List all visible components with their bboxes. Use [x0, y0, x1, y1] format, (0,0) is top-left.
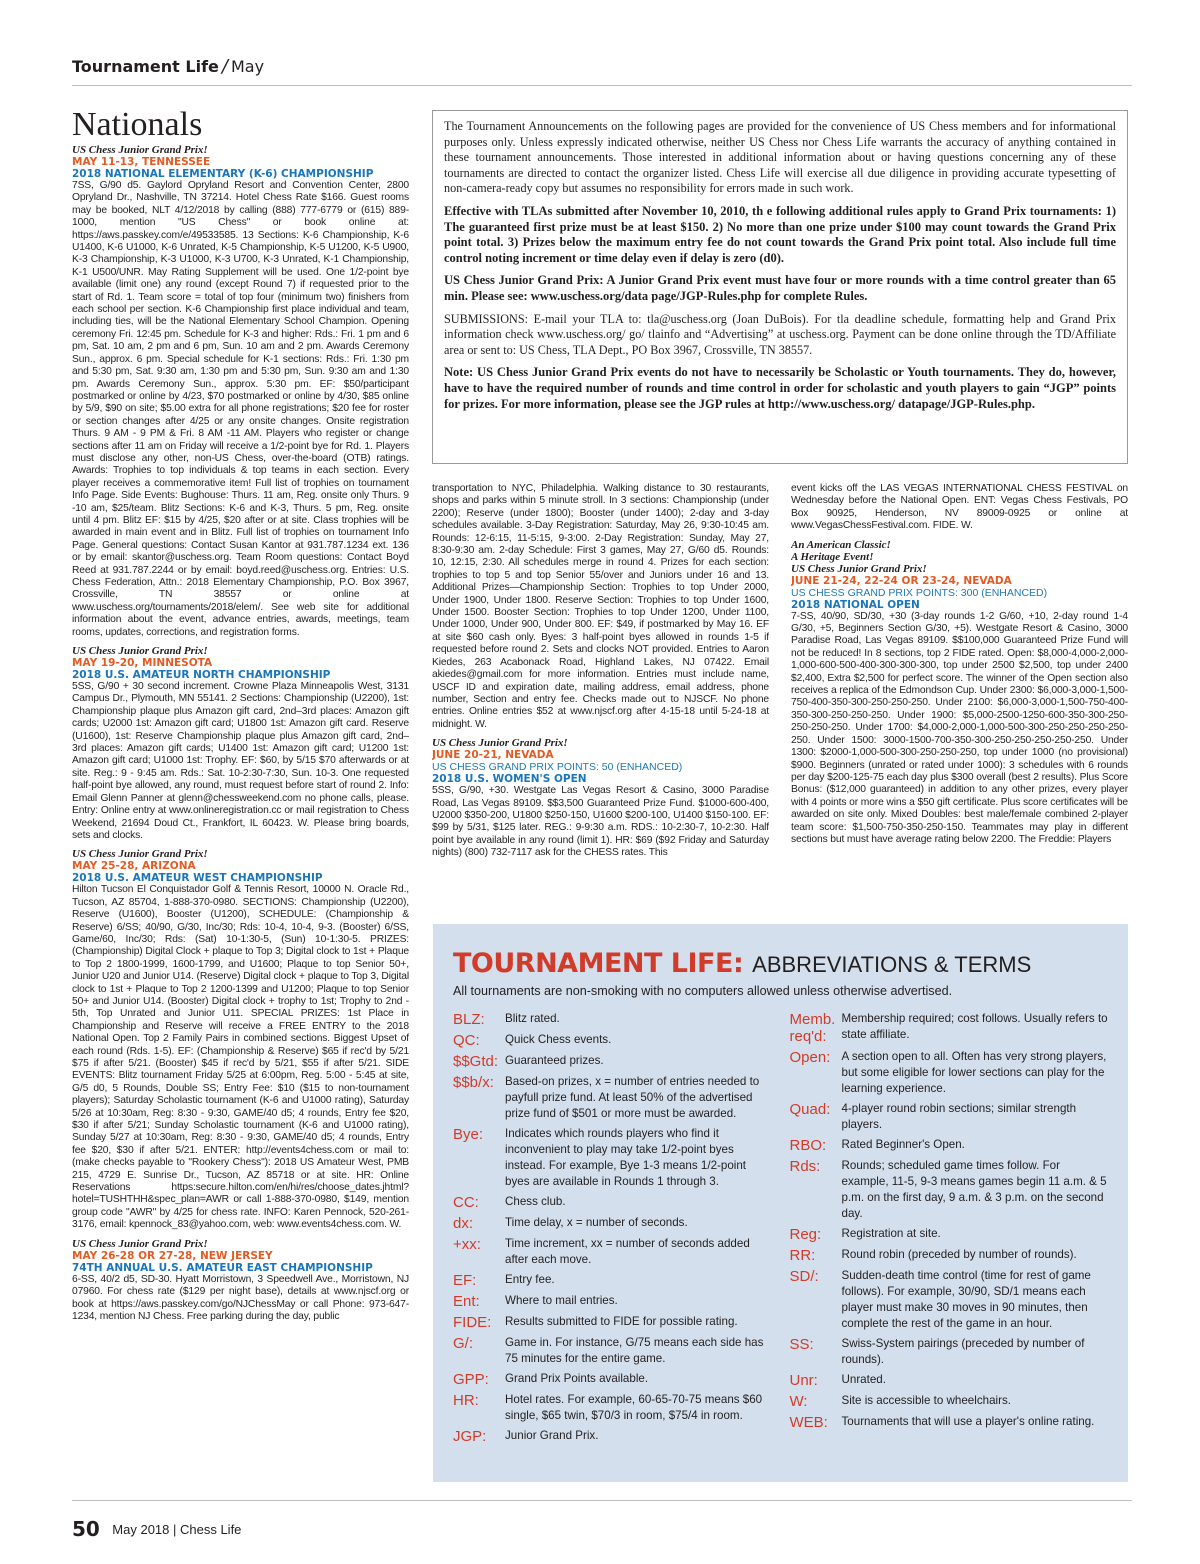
abbreviation-entry	[453, 1293, 772, 1310]
abbreviation-term: BLZ:	[453, 1011, 485, 1028]
abbreviation-term: Bye:	[453, 1126, 484, 1143]
event-listing	[72, 1238, 409, 1324]
abbreviation-term: Memb. req'd:	[789, 1011, 836, 1045]
event-body: Hilton Tucson El Conquistador Golf & Tennis Resort, 10000 N. Oracle Rd., Tucson, AZ 85704, 1-888-370-0980. SECTIONS: Championship (U2200), Reserve (U1600), Booster (U1200), SCHEDULE: (Championship & Reserve) 6/SS; 40/90, G/30, Inc/30; Rds: 10-4, 10-4, 9-3. (Booster) 6/SS, Game/60, Inc/30; Rds: (Sat) 10-1:30-5, (Sun) 10-1:30-5. PRIZES: (Championship) Digital Clock + plaque to Top 3; Digital clock to 1st + Plaque to Top 2 1800-1999, 1600-1799, and U1600; Plaque to top Senior 50+, Junior U20 and Junior U14. (Reserve) Digital clock + plaque to Top 3, Digital clock to 1st + Plaque to Top 2 1200-1399 and U1200; Plaque to top Senior 50+ and Junior U14. (Booster) Digital clock + trophy to 1st; Trophy to 2nd - 5th, Top Unrated and Junior U11. SPECIAL PRIZES: 1st Place in Championship and Reserve will receive a FREE ENTRY to the 2018 National Open. Top 2 Family Pairs in combined sections. Biggest Upset of each round (Rds. 1-5). EF: (Championship & Reserve) $65 if rec'd by 5/21 $75 if after 5/21. (Booster) $45 if rec'd by 5/21, $55 if after 5/21. SIDE EVENTS: Blitz tournament Friday 5/25 at 6:00pm, Reg. 5:00 - 5:45 at site, G/5 d0, 5 Rounds, Double SS; Entry Fee: $10 ($15 to non-tournament players); Saturday Scholastic tournament (K-6 and U1000 rating), Saturday 5/26 at 10:30am, Reg: 8:30 - 9:30, GAME/40 d5; 4 rounds, Entry fee $20, $30 if after 5/21; Sunday Scholastic tournament (K-6 and U1000 rating), Sunday 5/27 at 10:30am, Reg: 8:30 - 9:30, GAME/40 d5; 4 rounds, Entry fee $20, $30 if after 5/21. ENTER: http://events4chess.com or mail to: (make checks payable to "Rookery Chess"): 2018 US Amateur West, PMB 215, 4729 E. Sunrise Dr., Tucson, AZ 85718 or at site. HR: Online Reservations https:secure.hilton.com/en/hi/res/choose_dates.jhtml?hotel=TUSHTHH&spec_plan=AWR or call 1-888-370-0980, $149, mention group code "AWR" by 4/25 for chess rate. INFO: Karen Pennock, 520-261-3176, email: kpennock_83@yahoo.com, web: www.events4chess.com. W.	[72, 884, 409, 1231]
abbreviations-title	[453, 948, 1108, 981]
abbreviation-definition: Game in. For instance, G/75 means each side has 75 minutes for the entire game.	[505, 1336, 764, 1365]
abbreviation-term: $$b/x:	[453, 1074, 494, 1091]
event-kicker: US Chess Junior Grand Prix!	[72, 144, 208, 156]
abbreviation-definition: Based-on prizes, x = number of entries needed to payfull prize fund. At least 50% of the advertised prize fund of $501 or more must be awarded.	[505, 1075, 760, 1120]
event-kicker: US Chess Junior Grand Prix!	[432, 737, 568, 750]
abbreviation-term: Quad:	[789, 1101, 831, 1118]
abbreviations-title-sub: ABBREVIATIONS & TERMS	[752, 952, 1032, 977]
abbreviations-title-main: TOURNAMENT LIFE:	[453, 948, 744, 979]
footer-text: May 2018 | Chess Life	[112, 1521, 242, 1537]
abbreviation-term: dx:	[453, 1215, 474, 1232]
submissions-info: SUBMISSIONS: E-mail your TLA to: tla@uschess.org (Joan DuBois). For tla deadline schedule, formatting help and Grand Prix information check www.uschess.org/ go/ tlainfo and “Advertising” at uschess.org. Payment can be done online through the TD/Affiliate area or sent to: US Chess, TLA Dept., PO Box 3967, Crossville, TN 38557.	[444, 311, 1116, 357]
abbreviation-term: Rds:	[789, 1158, 821, 1175]
column-3	[791, 483, 1128, 898]
abbreviation-term: HR:	[453, 1392, 479, 1409]
column-2	[432, 483, 769, 898]
grand-prix-points: US CHESS GRAND PRIX POINTS: 300 (ENHANCED)	[791, 586, 1048, 599]
event-body: 5SS, G/90, +30. Westgate Las Vegas Resort & Casino, 3000 Paradise Road, Las Vegas 89109. $$3,500 Guaranteed Prize Fund. $1000-600-400, U2000 $350-200, U1800 $250-150, U1600 $200-100, U1400 $150-100. EF: $99 by 5/31, $125 later. REG.: 9-9:30 a.m. RDS.: 10-2:30-7, 10-2:30. Half point bye available in any round (limit 1). HR: $69 ($92 Friday and Saturday nights) (800) 732-7117 ask for the CHESS rates. This	[432, 785, 769, 859]
abbreviation-entry	[790, 1049, 1109, 1097]
abbreviations-right-column	[790, 1011, 1109, 1449]
abbreviation-definition: Registration at site.	[841, 1227, 941, 1240]
abbreviation-term: CC:	[453, 1194, 479, 1211]
abbreviation-term: W:	[789, 1393, 808, 1410]
abbreviation-definition: Time increment, xx = number of seconds added after each move.	[505, 1237, 750, 1266]
abbreviation-entry	[453, 1335, 772, 1367]
event-date: JUNE 20-21, NEVADA	[432, 749, 554, 762]
abbreviation-definition: Swiss-System pairings (preceded by number of rounds).	[841, 1337, 1085, 1366]
abbreviation-term: Reg:	[789, 1226, 822, 1243]
abbreviation-term: FIDE:	[453, 1314, 492, 1331]
abbreviation-term: +xx:	[453, 1236, 481, 1253]
abbreviation-definition: Indicates which rounds players who find it inconvenient to play may take 1/2-point byes instead. For example, Bye 1-3 means 1/2-point byes are available in Rounds 1 through 3.	[505, 1127, 747, 1188]
abbreviation-term: RBO:	[789, 1137, 827, 1154]
event-kicker: A Heritage Event!	[791, 550, 874, 563]
abbreviation-definition: Chess club.	[505, 1195, 566, 1208]
abbreviation-term: EF:	[453, 1272, 477, 1289]
event-name: 2018 U.S. AMATEUR NORTH CHAMPIONSHIP	[72, 669, 331, 682]
abbreviation-definition: Sudden-death time control (time for rest of game follows). For example, 30/90, SD/1 means each player must make 30 moves in 90 minutes, then complete the rest of the game in an hour.	[841, 1269, 1091, 1330]
abbreviation-term: Open:	[789, 1049, 831, 1066]
abbreviation-entry	[453, 1074, 772, 1122]
event-name: 2018 NATIONAL ELEMENTARY (K-6) CHAMPIONSHIP	[72, 168, 374, 180]
abbreviations-subtitle: All tournaments are non-smoking with no computers allowed unless otherwise advertised.	[453, 984, 953, 998]
abbreviation-entry	[453, 1011, 772, 1028]
abbreviation-entry	[453, 1272, 772, 1289]
abbreviation-definition: Entry fee.	[505, 1273, 555, 1286]
abbreviation-definition: A section open to all. Often has very strong players, but some eligible for lower sections can play for the learning experience.	[841, 1050, 1107, 1095]
abbreviation-definition: Hotel rates. For example, 60-65-70-75 means $60 single, $65 twin, $70/3 in room, $75/4 in room.	[505, 1393, 763, 1422]
abbreviation-entry	[790, 1393, 1109, 1410]
running-header	[72, 56, 1132, 86]
disclaimer-box	[432, 110, 1128, 464]
event-body: 7SS, G/90 d5. Gaylord Opryland Resort and Convention Center, 2800 Opryland Dr., Nashville, TN 37214. Hotel Chess Rate $166. Guest rooms may be booked, NLT 4/12/2018 by calling (888) 777-6779 or (615) 889-1000, mention "US Chess" or book online at: https://aws.passkey.com/e/49533585. 13 Sections: K-6 Championship, K-6 U1400, K-6 U1000, K-6 Unrated, K-5 Championship, K-5 U1200, K-5 U900, K-3 Championship, K-3 U1000, K-3 U700, K-3 Unrated, K-1 Championship, K-1 U500/UNR. May Rating Supplement will be used. One 1/2-point bye available (limit one) any round (except Round 7) if requested prior to the start of Rd. 1. Team score = total of top four (minimum two) finishers from each school per section. K-6 Championship first place individual and team, including ties, will be the National Elementary School Champion. Opening ceremony Fri. 12:45 pm. Schedule for K-3 and higher: Rds.: Fri. 1 pm and 6 pm, Sat. 10 am, 2 pm and 6 pm, Sun. 10 am and 2 pm. Awards Ceremony Sun., approx. 6 pm. Special schedule for K-1 sections: Rds.: Fri. 1:30 pm and 5:30 pm, Sat. 9:30 am, 1:30 pm and 5:30 pm, Sun. 9:30 am and 1:30 pm. Awards Ceremony Sun., approx. 5:30 pm. EF: $50/participant postmarked or online by 4/23, $70 postmarked or online by 4/30, $85 online by 5/9, $90 on site; $5.00 extra for all phone registrations; $20 fee for roster or section changes after 4/25 or any onsite changes. Onsite registration Thurs. 9 AM - 9 PM & Fri. 8 AM -11 AM. Players who register or change sections after 11 am on Friday will receive a 1/2-point bye for Rd. 1. Players must disclose any other, non-US Chess, over-the-board (OTB) ratings. Awards: Trophies to top individuals & top teams in each section. Every player receives a commemorative item! Full list of trophies on tournament Info Page. Side Events: Bughouse: Thurs. 11 am, Reg. onsite only Thurs. 9 -10 am, $25/team. Blitz Sections: K-6 and K-3, Thurs. 5 pm, Reg. onsite until 4 pm. Blitz EF: $15 by 4/25, $20 after or at site. Class trophies will be awarded in main event and in Blitz. Full list of trophies on tournament Info Page. General questions: Contact Susan Kantor at 931.787.1234 ext. 136 or by email: skantor@uschess.org. Team Room questions: Contact Boyd Reed at 931.787.2244 or by email: boyd.reed@uschess.org. Entries: U.S. Chess Federation, Attn.: 2018 Elementary Championship, P.O. Box 3967, Crossville, TN 38557 or online at www.uschess.org/tournaments/2018/elem/. See web site for additional information about the event, advance entries, awards, meetings, team rooms, updates, corrections, and registration forms.	[72, 180, 409, 638]
event-kicker: US Chess Junior Grand Prix!	[72, 848, 208, 861]
event-kicker: US Chess Junior Grand Prix!	[72, 1237, 208, 1250]
continued-text: event kicks off the LAS VEGAS INTERNATIONAL CHESS FESTIVAL on Wednesday before the National Open. ENT: Vegas Chess Festivals, PO Box 90925, Henderson, NV 89009-0925 or online at www.VegasChessFestival.com. FIDE. W.	[791, 483, 1128, 532]
abbreviation-term: Unr:	[789, 1372, 818, 1389]
abbreviation-term: QC:	[453, 1032, 480, 1049]
event-name: 2018 U.S. AMATEUR WEST CHAMPIONSHIP	[72, 872, 323, 885]
abbreviation-entry	[790, 1268, 1109, 1332]
abbreviation-definition: Rated Beginner's Open.	[841, 1138, 965, 1151]
abbreviation-entry	[453, 1236, 772, 1268]
abbreviations-panel	[433, 924, 1128, 1482]
event-body: 6-SS, 40/2 d5, SD-30. Hyatt Morristown, 3 Speedwell Ave., Morristown, NJ 07960. For chess rate ($129 per night base), details at www.njscf.org or book at https://aws.passkey.com/go/NJChessMay or call Phone: 973-647-1234, mention NJ Chess. Free parking during the day, public	[72, 1273, 409, 1322]
grand-prix-points: US CHESS GRAND PRIX POINTS: 50 (ENHANCED)	[432, 761, 683, 774]
abbreviation-term: JGP:	[453, 1428, 487, 1445]
event-listing	[72, 645, 409, 842]
header-section: Tournament Life	[72, 57, 219, 76]
event-body: 7-SS, 40/90, SD/30, +30 (3-day rounds 1-2 G/60, +10, 2-day round 1-4 G/30, +5, Beginners Section G/30, +5). Westgate Resort & Casino, 3000 Paradise Road, Las Vegas 89109. $$100,000 Guaranteed Prize Fund will not be reduced! In 8 sections, top 2 FIDE rated. Open: $8,000-4,000-2,000-1,000-600-500-400-300-300-300, top under 2500 $2,500, top under 2400 $2,400, Extra $2,500 for perfect score. The winner of the Open section also receives a replica of the Edmondson Cup. Under 2300: $6,000-3,000-1,500-750-400-350-300-250-250-250. Under 2100: $6,000-3,000-1,500-750-400-350-300-250-250-250. Under 1900: $5,000-2500-1250-600-350-300-250-250-250-250. Under 1700: $4,000-2,000-1,000-500-300-250-250-250-250-250. Under 1500: 3000-1500-700-350-300-250-250-250-250-250. Under 1300: $2000-1,000-500-300-250-250-250, top under 1000 (no provisional) $900. Beginners (unrated or rated under 1000): 3 schedules with 6 rounds per day $200-125-75 each day plus $300 overall (best 2 results). Plus Score Bonus: ($12,000 guaranteed) in addition to any other prizes, every player with 4 points or more wins a $50 gift certificate. Plus score certificates will be awarded on site only. Mixed Doubles: best male/female combined 2-player team score: $1,500-750-350-250-150. Teammates may play in different sections but must have average rating below 2200. The Freddie: Players	[791, 610, 1128, 845]
abbreviation-term: G/:	[453, 1335, 474, 1352]
abbreviation-definition: Blitz rated.	[505, 1012, 560, 1025]
continued-text: transportation to NYC, Philadelphia. Walking distance to 30 restaurants, shops and parks within 5 minute stroll. In 3 sections: Championship (under 2200); Reserve (under 1800); Booster (under 1400); 2-day and 3-day schedules available. 3-Day Registration: Saturday, May 26, 9:30-10:45 am. Rounds: 12-6:15, 11-5:15, 9-3:00. 2-Day Registration: Sunday, May 27, 8:30-9:30 am. 2-day Schedule: First 3 games, May 27, G/60 d5. Rounds: 10, 12:15, 2:30. All schedules merge in round 4. Prizes for each section: trophies to top 5 and top Senior 55/over and Juniors under 16 and 13. Additional Prizes—Championship Section: Trophies to top Under 2000, Under 1900, Under 1800. Reserve Section: Trophies to top Under 1600, Under 1500. Booster Section: Trophies to top Under 1200, Under 1100, Under 1000, Under 900, Under 800. EF: $49, if postmarked by May 16. EF at site $60 cash only. Byes: 3 half-point byes allowed in rounds 1-5 if requested before round 2. Sets and clocks NOT provided. Entries to Aaron Kiedes, 263 Acabonack Road, Highland Lakes, NJ 07422. Email akiedes@gmail.com for more information. Entries must include name, USCF ID and expiration date, mailing address, email address, phone number, Section and entry fee. Checks made out to NJSCF. No phone entries. Online entries $52 at www.njscf.org after 4-15-18 until 5-24-18 at midnight. W.	[432, 483, 769, 730]
abbreviation-entry	[790, 1336, 1109, 1368]
abbreviation-entry	[453, 1215, 772, 1232]
page-footer	[72, 1500, 1132, 1541]
abbreviation-definition: Where to mail entries.	[505, 1294, 618, 1307]
abbreviation-entry	[790, 1158, 1109, 1222]
abbreviation-term: SS:	[789, 1336, 814, 1353]
header-divider: /	[221, 56, 228, 77]
abbreviation-entry	[453, 1032, 772, 1049]
event-date: MAY 26-28 OR 27-28, NEW JERSEY	[72, 1249, 273, 1262]
event-date: MAY 25-28, ARIZONA	[72, 860, 196, 873]
abbreviation-definition: Tournaments that will use a player's online rating.	[841, 1415, 1095, 1428]
event-kicker: An American Classic!	[791, 538, 891, 551]
event-name: 74TH ANNUAL U.S. AMATEUR EAST CHAMPIONSHIP	[72, 1261, 373, 1274]
abbreviation-entry	[790, 1137, 1109, 1154]
abbreviation-term: Ent:	[453, 1293, 480, 1310]
junior-grand-prix-rules: US Chess Junior Grand Prix: A Junior Grand Prix event must have four or more rounds with a time control greater than 65 min. Please see: www.uschess.org/data page/JGP-Rules.php for complete Rules.	[444, 273, 1116, 303]
abbreviation-definition: Membership required; cost follows. Usually refers to state affiliate.	[841, 1012, 1108, 1041]
event-name: 2018 NATIONAL OPEN	[791, 598, 920, 611]
abbreviation-definition: Quick Chess events.	[505, 1033, 612, 1046]
event-body: 5SS, G/90 + 30 second increment. Crowne Plaza Minneapolis West, 3131 Campus Dr., Plymouth, MN 55141. 2 Sections: Championship (U2200), 1st: Championship plaque plus Amazon gift card, 2nd–3rd places: Amazon gift cards; U2000 1st: Amazon gift card; U1800 1st: Amazon gift card. Reserve (U1600), 1st: Reserve Championship plaque plus Amazon gift card, 2nd–3rd places: Amazon gift cards; U1400 1st: Amazon gift card; U1200 1st: Amazon gift card; U1000 1st: Trophy. EF: $60, by 5/15 $70 afterwards or at site. Reg.: 9 - 9:45 am. Rds.: Sat. 10-2:30-7:30, Sun. 10-3. One requested half-point bye allowed, any round, must request before start of round 2. Info: Email Glenn Panner at glenn@chessweekend.com no phone calls, please. Entry: Online entry at www.onlineregistration.cc or mail registration to Chess Weekend, 21694 Doud Ct., Frankfort, IL 60423. W. Please bring boards, sets and clocks.	[72, 681, 409, 841]
abbreviation-entry	[453, 1126, 772, 1190]
abbreviation-definition: Site is accessible to wheelchairs.	[841, 1394, 1011, 1407]
abbreviation-definition: Unrated.	[841, 1373, 886, 1386]
event-date: MAY 19-20, MINNESOTA	[72, 657, 213, 670]
header-month: May	[230, 57, 265, 76]
abbreviation-definition: Rounds; scheduled game times follow. For example, 11-5, 9-3 means games begin 11 a.m. & 5 p.m. on the first day, 9 a.m. & 3 p.m. on the second day.	[841, 1159, 1107, 1220]
abbreviation-definition: 4-player round robin sections; similar strength players.	[841, 1102, 1077, 1131]
abbreviation-entry	[790, 1414, 1109, 1431]
abbreviation-term: GPP:	[453, 1371, 489, 1388]
event-listing	[72, 848, 409, 1231]
event-date: JUNE 21-24, 22-24 OR 23-24, NEVADA	[791, 574, 1012, 587]
abbreviation-term: $$Gtd:	[453, 1053, 499, 1070]
event-kicker: US Chess Junior Grand Prix!	[791, 562, 927, 575]
section-title: Nationals	[72, 106, 203, 143]
abbreviation-entry	[790, 1372, 1109, 1389]
abbreviations-left-column	[453, 1011, 772, 1449]
event-kicker: US Chess Junior Grand Prix!	[72, 645, 208, 658]
abbreviation-entry	[453, 1194, 772, 1211]
abbreviation-term: RR:	[789, 1247, 816, 1264]
event-listing	[72, 144, 409, 639]
disclaimer-text: The Tournament Announcements on the following pages are provided for the convenience of US Chess members and for informational purposes only. Unless expressly indicated otherwise, neither US Chess nor Chess Life warrants the accuracy of anything contained in these tournament announcements. Those interested in additional information about or having questions concerning any of these tournaments are directed to contact the organizer listed. Chess Life will exercise all due diligence in providing accurate typesetting of non-camera-ready copy but assumes no responsibility for errors made in such work.	[444, 119, 1116, 196]
abbreviation-entry	[453, 1053, 772, 1070]
abbreviation-term: WEB:	[789, 1414, 828, 1431]
abbreviation-entry	[453, 1392, 772, 1424]
abbreviation-entry	[453, 1371, 772, 1388]
abbreviation-definition: Junior Grand Prix.	[505, 1429, 599, 1442]
abbreviation-entry	[790, 1101, 1109, 1133]
abbreviation-definition: Grand Prix Points available.	[505, 1372, 649, 1385]
abbreviation-entry	[453, 1428, 772, 1445]
abbreviation-entry	[790, 1247, 1109, 1264]
abbreviation-definition: Results submitted to FIDE for possible rating.	[505, 1315, 738, 1328]
abbreviations-columns	[453, 1011, 1108, 1449]
grand-prix-rules: Effective with TLAs submitted after November 10, 2010, th e following additional rules apply to Grand Prix tournaments: 1) The guaranteed first prize must be at least $150. 2) No more than one prize under $100 may count towards the Grand Prix point total. 3) Prizes below the maximum entry fee do not count towards the Grand Prix point total. Also include full time control noting increment or time delay even if delay is zero (d0).	[444, 203, 1116, 265]
jgp-note: Note: US Chess Junior Grand Prix events do not have to necessarily be Scholastic or Youth tournaments. They do, however, have to have the required number of rounds and time control in order for scholastic and youth players to gain “JGP” points for prizes. For more information, please see the JGP rules at http://www.uschess.org/ datapage/JGP-Rules.php.	[444, 365, 1116, 411]
event-name: 2018 U.S. WOMEN'S OPEN	[432, 773, 587, 786]
abbreviation-term: SD/:	[789, 1268, 819, 1285]
event-date: MAY 11-13, TENNESSEE	[72, 156, 211, 168]
column-1	[72, 106, 409, 1484]
abbreviation-entry	[453, 1314, 772, 1331]
abbreviation-definition: Round robin (preceded by number of rounds).	[841, 1248, 1077, 1261]
abbreviation-entry	[790, 1226, 1109, 1243]
abbreviation-definition: Guaranteed prizes.	[505, 1054, 604, 1067]
abbreviation-definition: Time delay, x = number of seconds.	[505, 1216, 688, 1229]
abbreviation-entry	[790, 1011, 1109, 1045]
page-number: 50	[72, 1517, 100, 1541]
